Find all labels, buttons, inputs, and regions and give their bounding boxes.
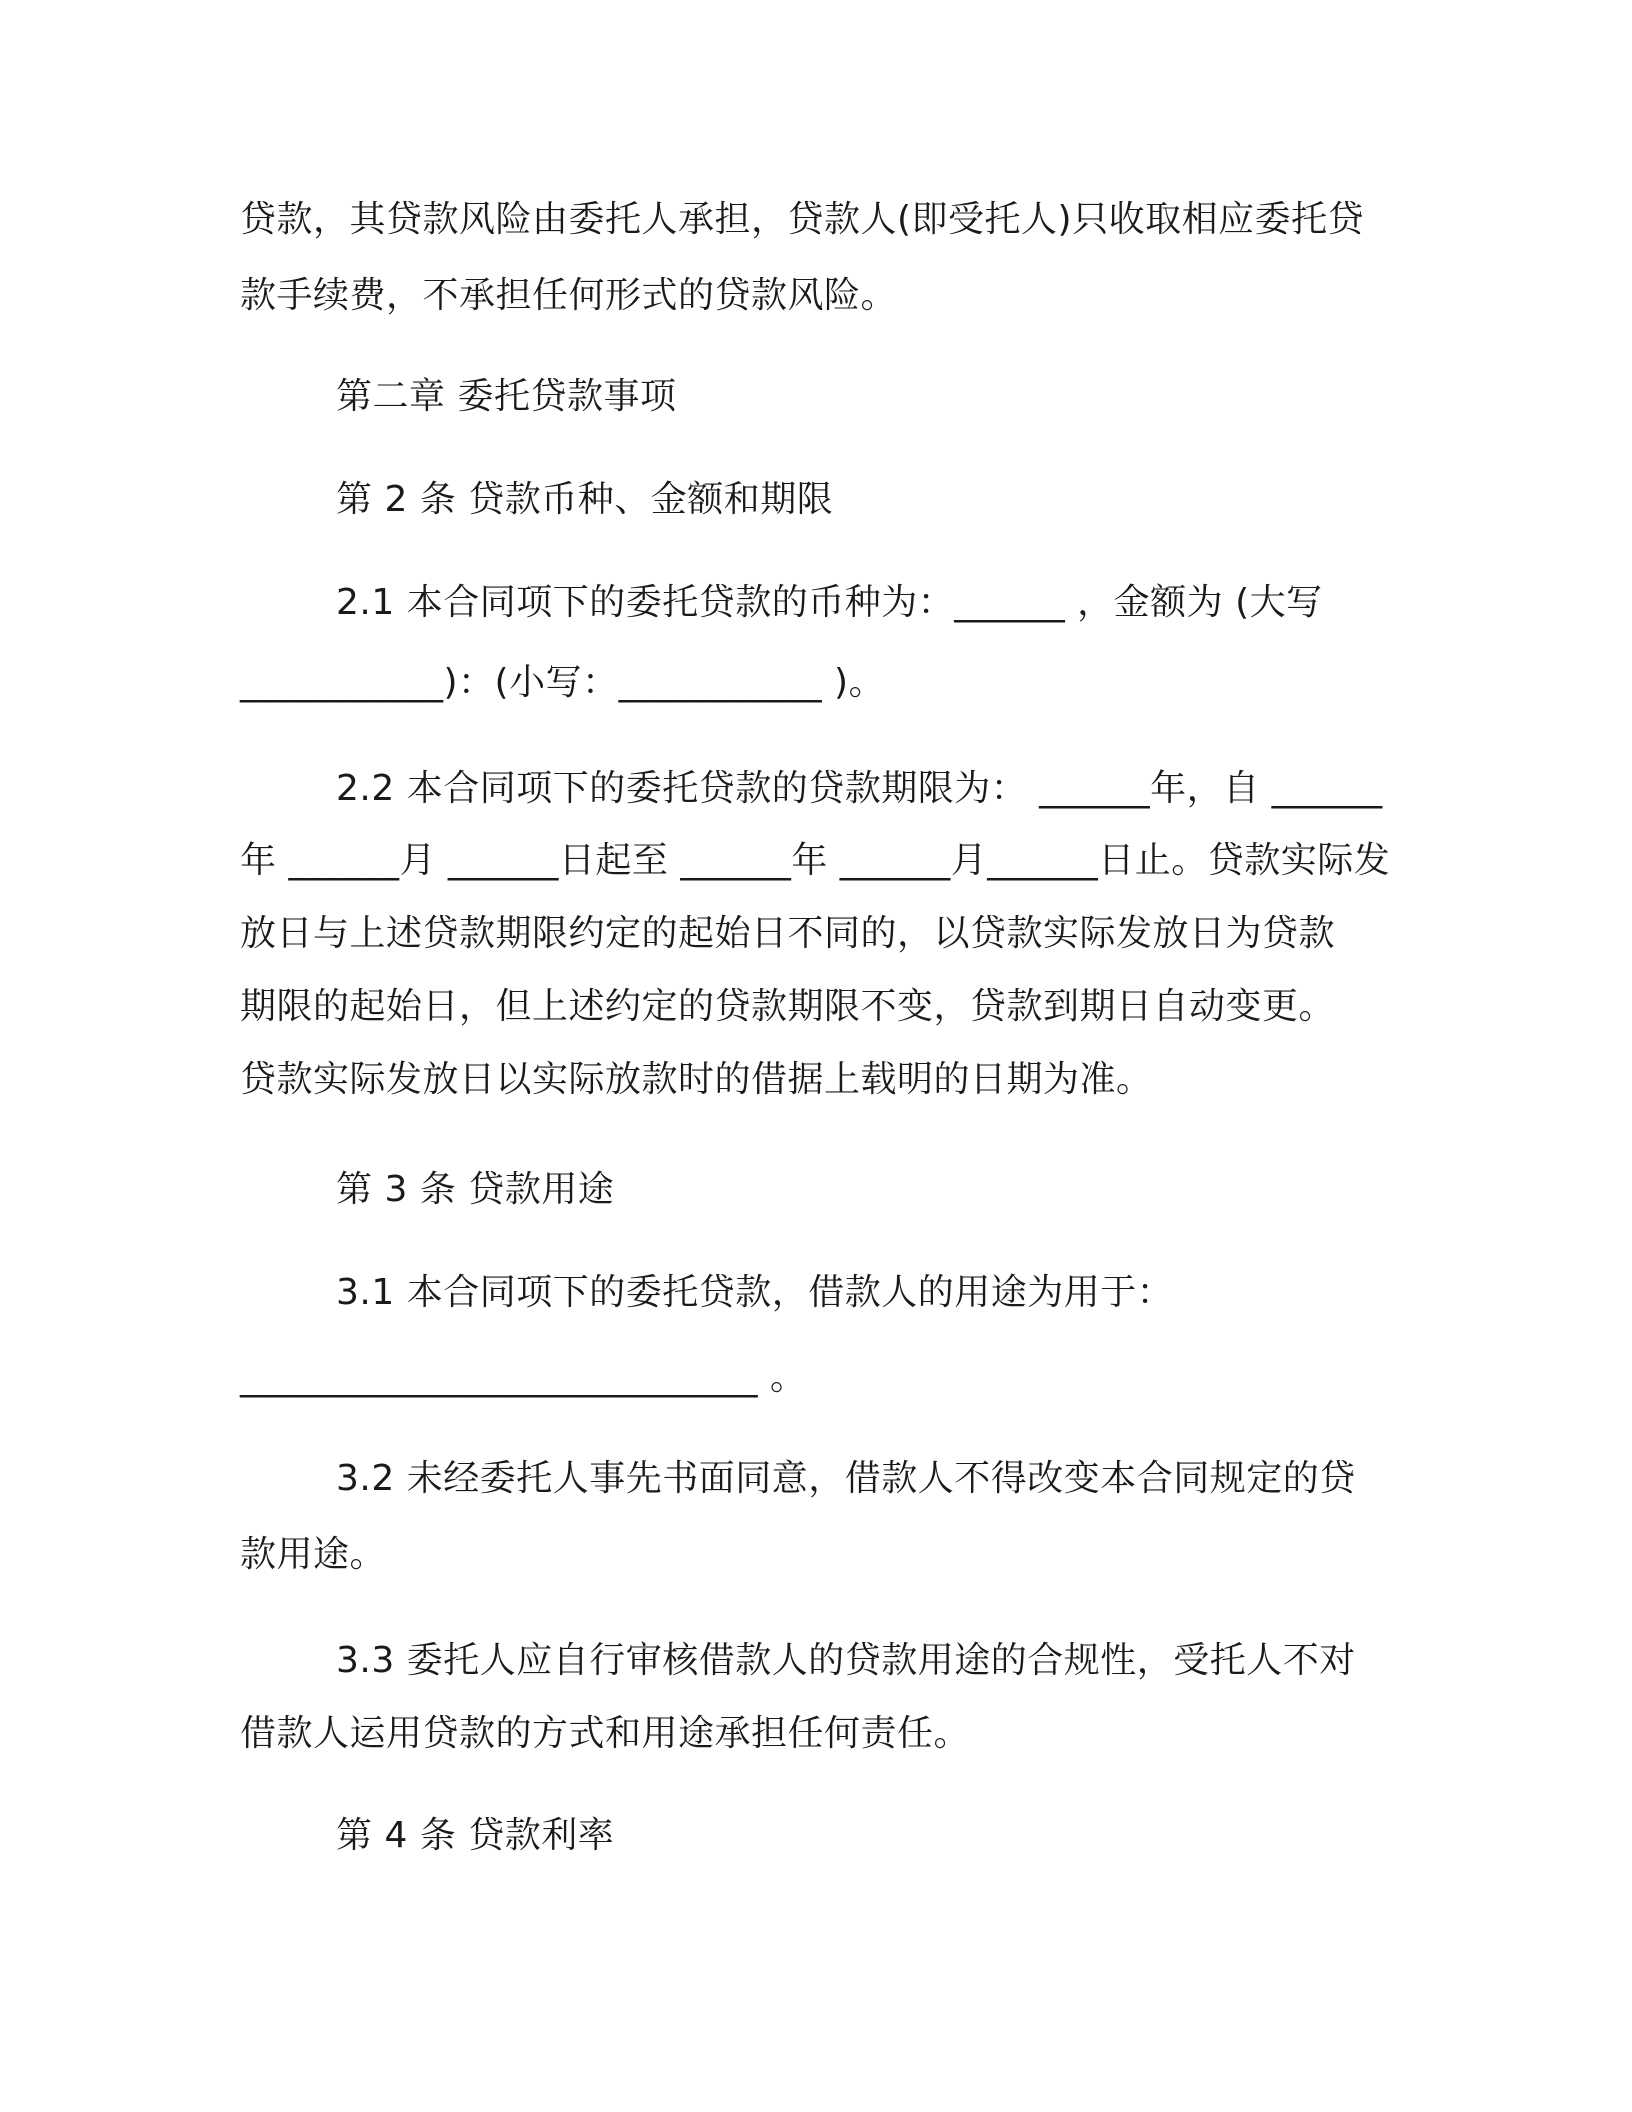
article-heading: 第 2 条 贷款币种、金额和期限 xyxy=(336,479,834,520)
text-line: 3.2 未经委托人事先书面同意，借款人不得改变本合同规定的贷 xyxy=(336,1458,1356,1499)
text-line: 3.1 本合同项下的委托贷款，借款人的用途为用于： xyxy=(336,1272,1174,1313)
text-line: 期限的起始日，但上述约定的贷款期限不变，贷款到期日自动变更。 xyxy=(240,986,1336,1027)
text-line: 贷款，其贷款风险由委托人承担，贷款人(即受托人)只收取相应委托贷 xyxy=(240,199,1365,240)
text-line: 2.1 本合同项下的委托贷款的币种为：______ ，金额为 (大写 xyxy=(336,582,1323,623)
text-line: ____________________________ 。 xyxy=(240,1357,807,1398)
text-line: 款手续费，不承担任何形式的贷款风险。 xyxy=(240,275,898,316)
text-line: 贷款实际发放日以实际放款时的借据上载明的日期为准。 xyxy=(240,1059,1153,1100)
text-line: 年 ______月 ______日起至 ______年 ______月______日止。贷款实际发 xyxy=(240,840,1391,881)
article-heading: 第 4 条 贷款利率 xyxy=(336,1815,615,1856)
chapter-heading: 第二章 委托贷款事项 xyxy=(336,376,677,417)
text-line: 款用途。 xyxy=(240,1534,387,1575)
text-line: 3.3 委托人应自行审核借款人的贷款用途的合规性，受托人不对 xyxy=(336,1640,1356,1681)
text-line: ___________)：(小写：___________ )。 xyxy=(240,662,886,703)
text-line: 放日与上述贷款期限约定的起始日不同的，以贷款实际发放日为贷款 xyxy=(240,913,1336,954)
text-line: 2.2 本合同项下的委托贷款的贷款期限为： ______年，自 ______ xyxy=(336,768,1383,809)
article-heading: 第 3 条 贷款用途 xyxy=(336,1169,615,1210)
text-line: 借款人运用贷款的方式和用途承担任何责任。 xyxy=(240,1713,971,1754)
